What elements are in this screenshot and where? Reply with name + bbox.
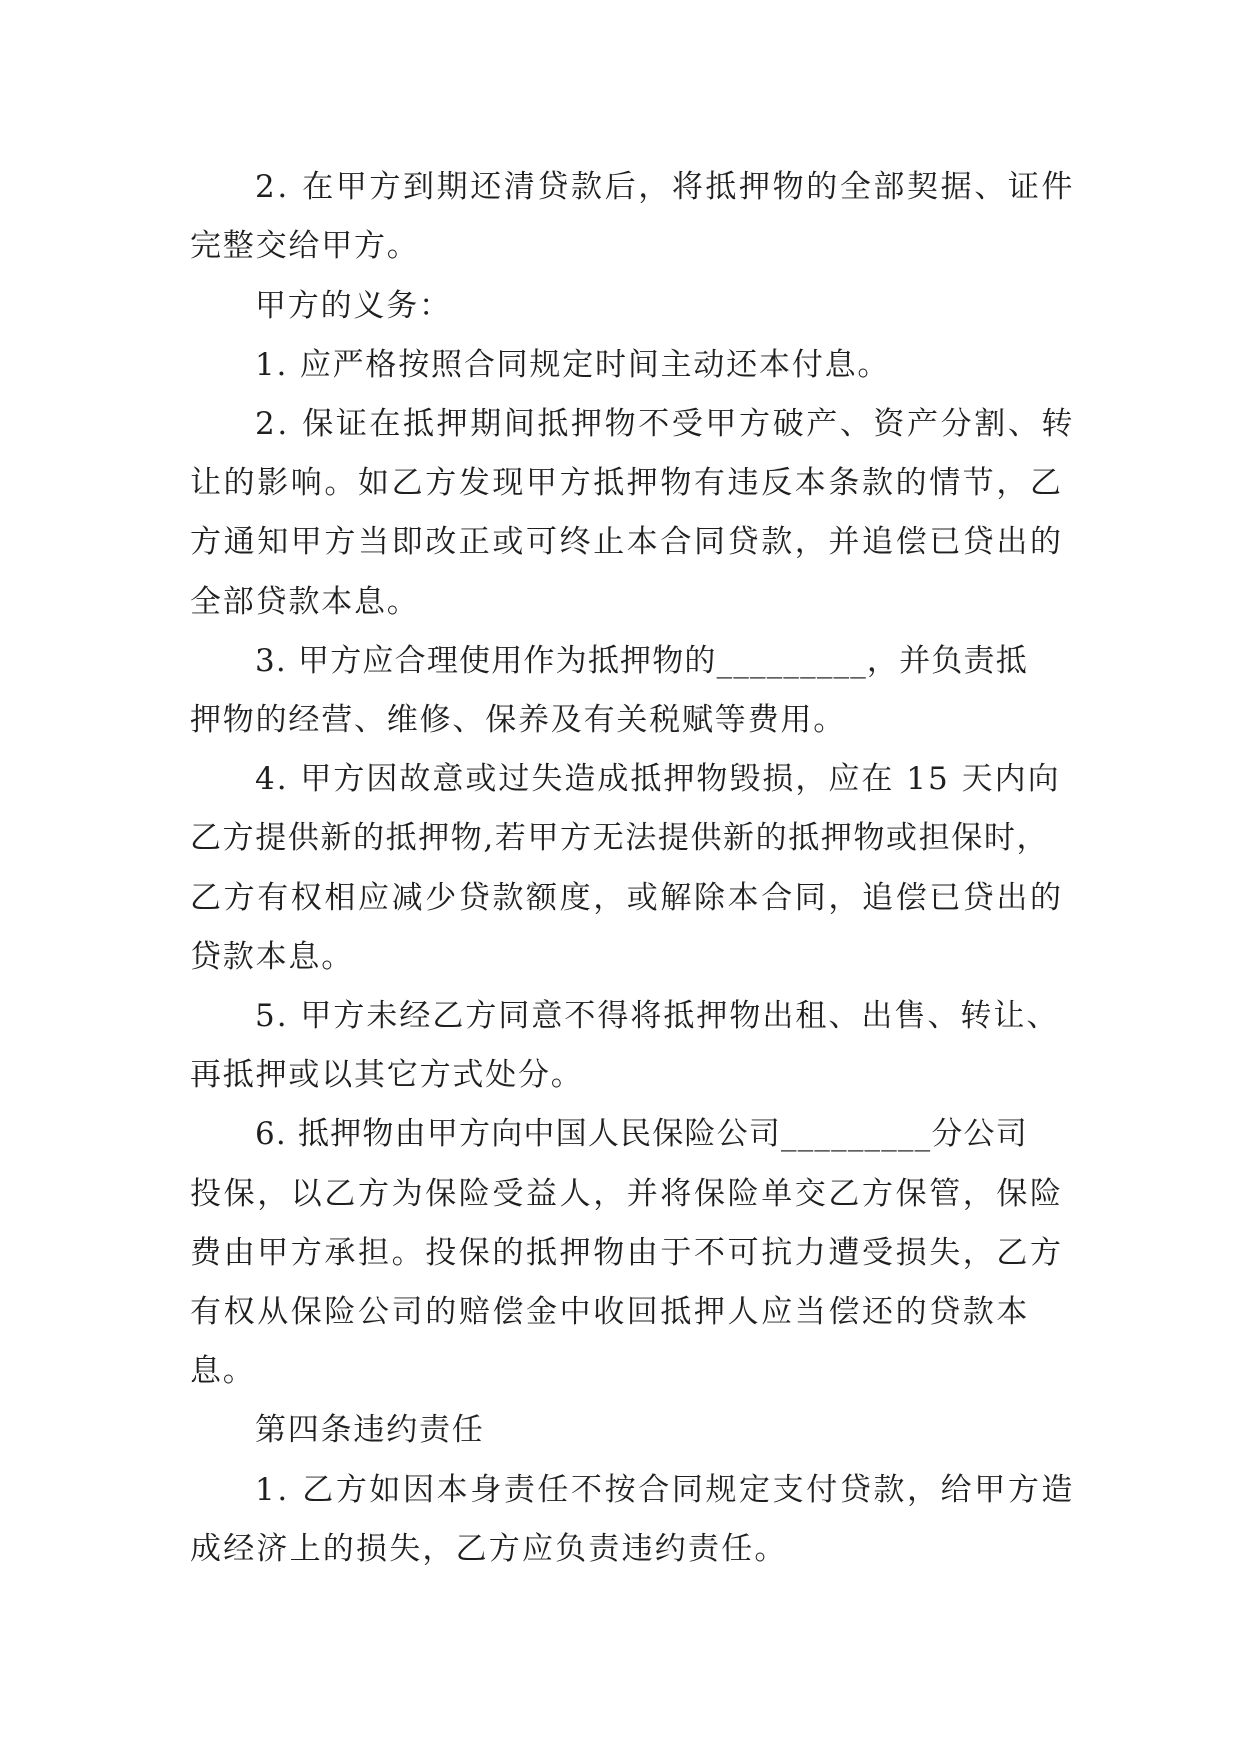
text-line: 2. 在甲方到期还清贷款后，将抵押物的全部契据、证件 <box>255 169 1076 205</box>
text-line: 完整交给甲方。 <box>190 228 420 264</box>
text-line: 方通知甲方当即改正或可终止本合同贷款，并追偿已贷出的 <box>190 524 1064 560</box>
text-line: 让的影响。如乙方发现甲方抵押物有违反本条款的情节，乙 <box>190 465 1064 501</box>
text-line: 3. 甲方应合理使用作为抵押物的_________，并负责抵 <box>255 643 1028 679</box>
text-line: 6. 抵押物由甲方向中国人民保险公司_________分公司 <box>255 1116 1028 1152</box>
text-line: 全部贷款本息。 <box>190 584 420 620</box>
text-line: 2. 保证在抵押期间抵押物不受甲方破产、资产分割、转 <box>255 406 1076 442</box>
text-line: 押物的经营、维修、保养及有关税赋等费用。 <box>190 702 846 738</box>
text-line: 投保，以乙方为保险受益人，并将保险单交乙方保管，保险 <box>190 1176 1064 1212</box>
text-line: 息。 <box>190 1353 256 1389</box>
text-line: 费由甲方承担。投保的抵押物由于不可抗力遭受损失，乙方 <box>190 1235 1064 1271</box>
text-line: 1. 应严格按照合同规定时间主动还本付息。 <box>255 347 891 383</box>
text-line: 乙方有权相应减少贷款额度，或解除本合同，追偿已贷出的 <box>190 880 1064 916</box>
text-line: 1. 乙方如因本身责任不按合同规定支付贷款，给甲方造 <box>255 1472 1076 1508</box>
text-line: 第四条违约责任 <box>255 1412 485 1448</box>
text-line: 成经济上的损失，乙方应负责违约责任。 <box>190 1531 788 1567</box>
text-line: 4. 甲方因故意或过失造成抵押物毁损，应在 15 天内向 <box>255 761 1061 797</box>
text-line: 甲方的义务： <box>255 288 452 324</box>
text-line: 贷款本息。 <box>190 939 354 975</box>
text-line: 乙方提供新的抵押物,若甲方无法提供新的抵押物或担保时， <box>190 820 1050 856</box>
text-line: 有权从保险公司的赔偿金中收回抵押人应当偿还的贷款本 <box>190 1294 1030 1330</box>
text-line: 再抵押或以其它方式处分。 <box>190 1057 584 1093</box>
text-line: 5. 甲方未经乙方同意不得将抵押物出租、出售、转让、 <box>255 998 1060 1034</box>
